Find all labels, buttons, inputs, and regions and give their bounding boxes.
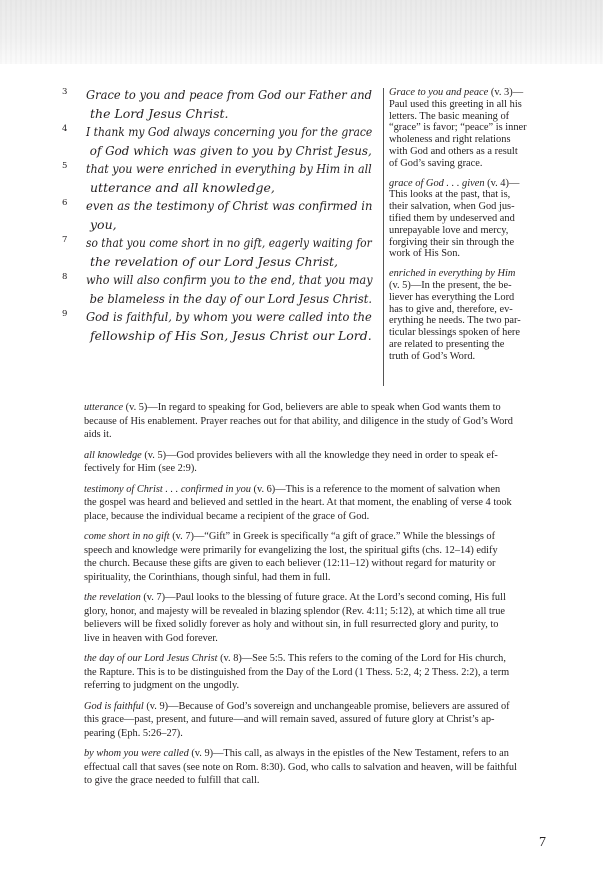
study-note: [84, 652, 546, 693]
note-text: (v. 9)—Because of God’s sovereign and unchangeable promise, believers are assured of: [143, 700, 510, 712]
side-note: [389, 87, 541, 170]
note-line: with God and others as a result: [389, 145, 518, 157]
verse-line: so that you come short in no gift, eagerly waiting for: [86, 235, 372, 250]
page-number: 7: [539, 835, 546, 850]
note-ref: (v. 4)—: [484, 177, 520, 189]
note-line: unrepayable love and mercy,: [389, 224, 509, 236]
note-line: glory, honor, and majesty will be revealed in blazing splendor (Rev. 4:11; 5:12), at which time all true: [84, 605, 505, 617]
note-term: the revelation: [84, 592, 141, 603]
note-line: their salvation, when God jus-: [389, 201, 515, 213]
verse-number: 3: [62, 87, 68, 97]
verse-number: 6: [62, 198, 68, 208]
verse-number: 9: [62, 309, 68, 319]
verse-7: [56, 234, 372, 271]
note-line: this grace—past, present, and future—and will remain saved, assured of future glory at Christ’s ap-: [84, 714, 495, 725]
note-line: liever has everything the Lord: [389, 291, 515, 303]
verse-6: [56, 197, 372, 234]
note-line: the gospel was heard and believed and settled in the heart. At that moment, the enabling of verse 4 took: [84, 497, 512, 508]
header-band: [0, 0, 603, 64]
study-notes: [84, 401, 546, 795]
note-text: (v. 5)—In regard to speaking for God, believers are able to speak when God wants them to: [123, 402, 501, 413]
note-term: enriched in everything by Him: [389, 268, 516, 280]
verse-line: even as the testimony of Christ was confirmed in: [86, 198, 373, 213]
note-term: God is faithful: [84, 700, 144, 712]
note-term: by whom you were called: [84, 748, 189, 759]
verse-number: 4: [62, 124, 68, 134]
study-note: [84, 401, 546, 442]
note-line: forgiving their sin through the: [389, 236, 515, 248]
note-line: pearing (Eph. 5:26–27).: [84, 727, 183, 739]
note-line: Paul used this greeting in all his: [389, 98, 522, 110]
note-text: (v. 5)—God provides believers with all the knowledge they need in order to speak ef-: [141, 449, 498, 461]
verse-line: be blameless in the day of our Lord Jesus Christ.: [89, 290, 373, 306]
verse-line: God is faithful, by whom you were called into the: [86, 309, 372, 324]
side-note: [389, 178, 541, 261]
verse-line: who will also confirm you to the end, that you may: [86, 272, 373, 287]
verse-number: 7: [62, 235, 68, 245]
verse-line: you,: [90, 216, 117, 232]
note-line: “grace” is favor; “peace” is inner: [389, 122, 527, 134]
verse-line: the revelation of our Lord Jesus Christ,: [90, 253, 338, 269]
verse-4: [56, 123, 372, 160]
verse-line: of God which was given to you by Christ Jesus,: [89, 142, 372, 158]
note-line: (v. 5)—In the present, the be-: [389, 279, 512, 291]
note-line: of God’s saving grace.: [389, 157, 483, 169]
note-line: fectively for Him (see 2:9).: [84, 463, 197, 474]
note-line: erything he needs. The two par-: [389, 315, 521, 327]
study-note: [84, 483, 546, 524]
note-term: the day of our Lord Jesus Christ: [84, 653, 218, 664]
sidebar-notes: [389, 87, 541, 371]
verse-number: 5: [62, 161, 68, 171]
study-note: [84, 591, 546, 645]
study-note: [84, 449, 546, 476]
note-text: (v. 6)—This is a reference to the moment of salvation when: [250, 483, 501, 495]
study-note: [84, 700, 546, 741]
verse-line: fellowship of His Son, Jesus Christ our Lord.: [90, 327, 372, 343]
note-ref: (v. 3)—: [488, 87, 524, 98]
verse-5: [56, 160, 372, 197]
note-line: This looks at the past, that is,: [389, 189, 511, 201]
note-line: because of His enablement. Prayer reaches out for that ability, and diligence in the study of God’s Word: [84, 415, 513, 427]
study-note: [84, 747, 546, 788]
note-line: the Rapture. This is to be distinguished from the Day of the Lord (1 Thess. 5:2, 4; 2 Thess. 2:2), a term: [84, 666, 510, 678]
note-line: the church. Because these gifts are given to each believer (12:11–12) without regard for maturity or: [84, 558, 496, 569]
note-term: Grace to you and peace: [389, 87, 489, 98]
note-line: letters. The basic meaning of: [389, 110, 510, 122]
verse-number: 8: [62, 272, 68, 282]
note-line: spirituality, the Corinthians, though sinful, had them in full.: [84, 571, 331, 583]
verse-line: utterance and all knowledge,: [90, 179, 275, 195]
note-line: truth of God’s Word.: [389, 350, 476, 362]
note-term: testimony of Christ . . . confirmed in you: [84, 483, 251, 495]
verse-8: [56, 271, 372, 308]
note-line: place, because the individual became a recipient of the grace of God.: [84, 510, 370, 522]
note-line: wholeness and right relations: [389, 134, 511, 146]
note-line: work of His Son.: [389, 248, 461, 260]
note-text: (v. 7)—Paul looks to the blessing of future grace. At the Lord’s second coming, His full: [140, 592, 506, 603]
note-line: are related to presenting the: [389, 338, 505, 350]
note-term: utterance: [84, 402, 124, 413]
note-line: believers will be fixed solidly forever as holy and without sin, in full resurrected glory and purity, to: [84, 619, 499, 630]
note-line: to give the grace needed to fulfill that call.: [84, 775, 260, 786]
note-line: effectual call that saves (see note on Rom. 8:30). God, who calls to salvation and heaven, will be faithful: [84, 761, 517, 773]
note-text: (v. 9)—This call, as always in the epistles of the New Testament, refers to an: [188, 748, 509, 759]
verse-3: [56, 86, 372, 123]
side-note: [389, 268, 541, 362]
note-line: tified them by undeserved and: [389, 212, 515, 224]
note-line: speech and knowledge were primarily for evangelizing the lost, the spiritual gifts (chs. 12–14) edify: [84, 544, 498, 556]
note-line: ticular blessings spoken of here: [389, 327, 521, 339]
note-term: grace of God . . . given: [389, 177, 485, 189]
note-term: come short in no gift: [84, 531, 170, 542]
note-term: all knowledge: [84, 449, 142, 461]
note-text: (v. 8)—See 5:5. This refers to the coming of the Lord for His church,: [217, 653, 506, 664]
verse-line: I thank my God always concerning you for the grace: [86, 124, 373, 139]
note-line: has to give and, therefore, ev-: [389, 303, 513, 315]
note-line: live in heaven with God forever.: [84, 632, 218, 644]
sidebar-divider: [383, 88, 384, 386]
note-text: (v. 7)—“Gift” in Greek is specifically “a gift of grace.” While the blessings of: [169, 531, 496, 542]
note-line: referring to judgment on the ungodly.: [84, 680, 240, 691]
scripture-text: [56, 86, 372, 345]
verse-line: the Lord Jesus Christ.: [90, 105, 229, 121]
study-note: [84, 530, 546, 584]
note-line: aids it.: [84, 429, 112, 440]
verse-9: [56, 308, 372, 345]
verse-line: Grace to you and peace from God our Father and: [86, 87, 372, 102]
verse-line: that you were enriched in everything by Him in all: [86, 161, 372, 176]
